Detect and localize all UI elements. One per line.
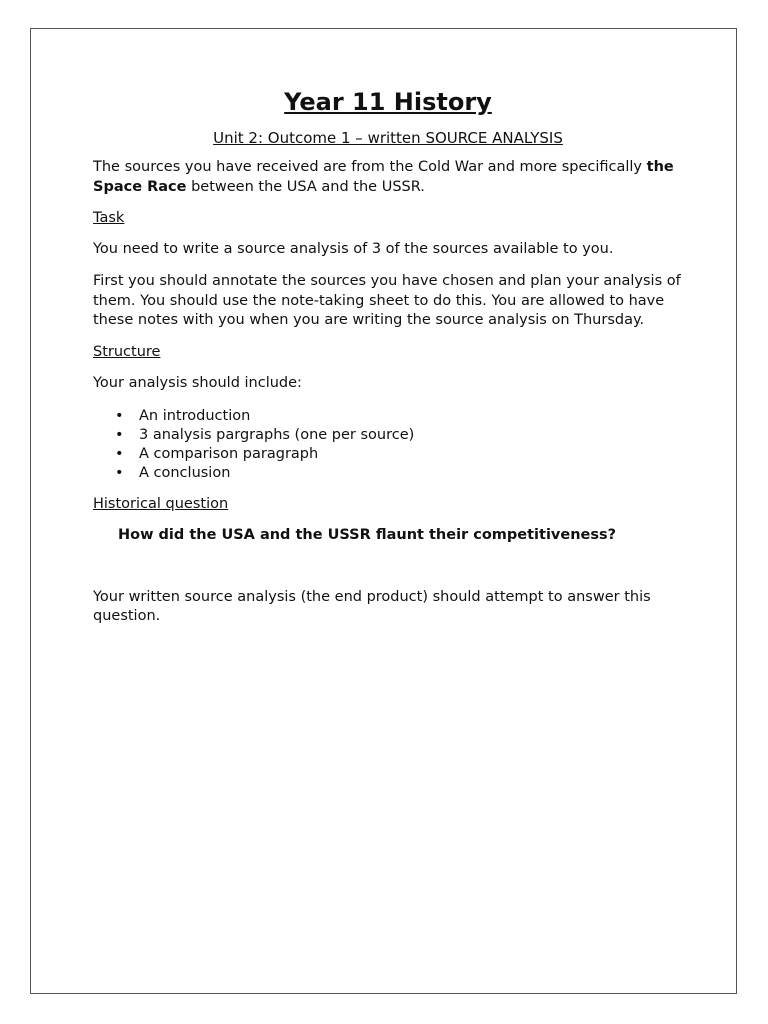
task-heading: Task bbox=[93, 210, 125, 226]
intro-paragraph bbox=[93, 158, 683, 197]
document-content bbox=[93, 87, 683, 627]
list-item-text: 3 analysis pargraphs (one per source) bbox=[139, 426, 415, 443]
include-paragraph: Your analysis should include: bbox=[93, 375, 302, 391]
intro-text-start: The sources you have received are from the Cold War and more specifically bbox=[93, 159, 647, 175]
bullet-icon: • bbox=[115, 445, 124, 462]
bullet-icon: • bbox=[115, 426, 124, 443]
bullet-icon: • bbox=[115, 407, 124, 424]
list-item-text: A conclusion bbox=[139, 464, 231, 481]
structure-heading: Structure bbox=[93, 343, 161, 360]
intro-text-end: between the USA and the USSR. bbox=[186, 178, 425, 195]
historical-question: How did the USA and the USSR flaunt their competitiveness? bbox=[118, 527, 617, 543]
answer-paragraph: Your written source analysis (the end product) should attempt to answer this question. bbox=[93, 588, 651, 624]
list-item bbox=[115, 464, 683, 483]
bullet-icon: • bbox=[115, 464, 124, 481]
historical-question-heading: Historical question bbox=[93, 495, 229, 512]
task-paragraph: You need to write a source analysis of 3 of the sources available to you. bbox=[93, 240, 614, 257]
document-subtitle: Unit 2: Outcome 1 – written SOURCE ANALYSIS bbox=[213, 129, 563, 147]
list-item bbox=[115, 407, 683, 426]
include-list bbox=[93, 407, 683, 483]
document-page bbox=[30, 28, 737, 994]
list-item-text: An introduction bbox=[139, 407, 251, 424]
intro-bold-text: the Space Race bbox=[93, 159, 674, 195]
instructions-paragraph: First you should annotate the sources you have chosen and plan your analysis of them. You should use the note-taking sheet to do this. You are allowed to have these notes with you when you are writing the source analysis on Thursday. bbox=[93, 273, 681, 328]
list-item bbox=[115, 426, 683, 445]
list-item bbox=[115, 445, 683, 464]
list-item-text: A comparison paragraph bbox=[139, 445, 319, 462]
document-title: Year 11 History bbox=[284, 88, 492, 116]
